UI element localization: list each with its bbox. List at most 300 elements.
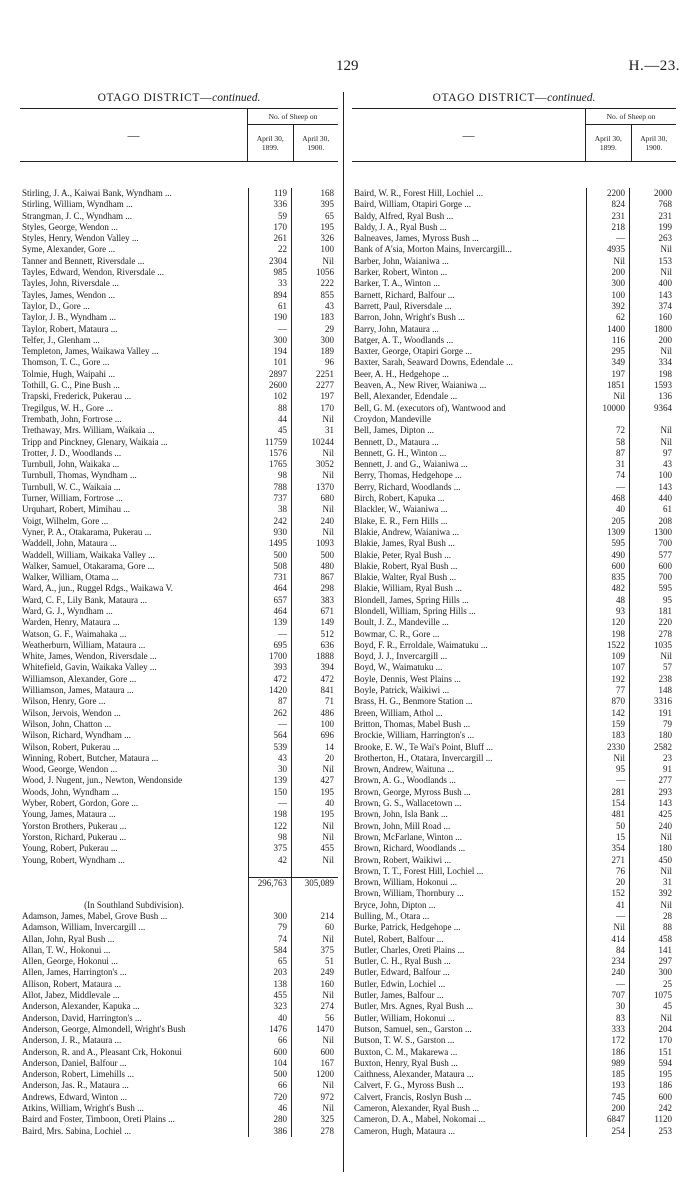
sheep-1899: 375 [248, 843, 292, 854]
owner-name: Buxton, Henry, Ryal Bush ... [354, 1057, 458, 1068]
sheep-1899: — [586, 911, 630, 922]
sheep-1899: 138 [248, 979, 292, 990]
sheep-1900: 383 [320, 594, 334, 605]
owner-name: Brown, A. G., Woodlands ... [354, 775, 456, 786]
sheep-1899: 84 [586, 945, 630, 956]
sheep-1900: 600 [320, 1046, 334, 1057]
sheep-1900 [292, 888, 338, 899]
sheep-1899: 720 [248, 1092, 292, 1103]
sheep-1900: 334 [658, 357, 672, 368]
sheep-1900: Nil [322, 764, 334, 775]
sheep-1899: 2200 [586, 188, 630, 199]
sheep-1899: 192 [586, 674, 630, 685]
owner-name: Birch, Robert, Kapuka ... [354, 493, 445, 504]
sheep-1900: 1075 [654, 990, 672, 1001]
sheep-1900: 143 [658, 481, 672, 492]
owner-name: Butler, William, Hokonui ... [354, 1012, 455, 1023]
sheep-1899: 584 [248, 945, 292, 956]
owner-name: Williamson, Alexander, Gore ... [22, 673, 137, 684]
owner-name: Whitefield, Gavin, Waikaka Valley ... [22, 662, 157, 673]
sheep-1900: 180 [658, 730, 672, 741]
right-table-header [352, 108, 676, 162]
table-row [352, 877, 676, 888]
owner-name: Caithness, Alexander, Mataura ... [354, 1069, 474, 1080]
sheep-1899: 104 [248, 1058, 292, 1069]
sheep-1900: 278 [658, 628, 672, 639]
sheep-1899: 101 [248, 357, 292, 368]
sheep-1900: 10244 [311, 436, 334, 447]
owner-name: Bryce, John, Dipton ... [354, 899, 436, 910]
table-row [20, 527, 338, 538]
owner-name: Blakie, Andrew, Waianiwa ... [354, 526, 459, 537]
sheep-1899: 11759 [248, 437, 292, 448]
sheep-1900: 195 [320, 809, 334, 820]
table-row [352, 1058, 676, 1069]
sheep-1899: 300 [248, 911, 292, 922]
sheep-1900: 51 [325, 956, 334, 967]
sheep-1900: Nil [660, 831, 672, 842]
owner-name: Tolmie, Hugh, Waipahi ... [22, 368, 115, 379]
sheep-1899: Nil [586, 256, 630, 267]
sheep-1899: 93 [586, 606, 630, 617]
owner-name: Yorston Brothers, Pukerau ... [22, 820, 127, 831]
sheep-1899: 300 [586, 278, 630, 289]
table-row [20, 425, 338, 436]
document-reference: H.—23. [628, 58, 680, 74]
table-row [352, 1047, 676, 1058]
sheep-1900: 198 [658, 368, 672, 379]
sheep-1900: 9364 [654, 402, 672, 413]
table-row [352, 855, 676, 866]
sheep-1900: 148 [658, 685, 672, 696]
sheep-1900: 143 [658, 289, 672, 300]
sheep-1900: 2000 [654, 188, 672, 198]
table-row [352, 821, 676, 832]
owner-name: Boyle, Patrick, Waikiwi ... [354, 685, 450, 696]
sheep-1900: Nil [322, 990, 334, 1001]
sheep-1899: 1309 [586, 527, 630, 538]
right-header-1900: April 30, 1900. [640, 134, 668, 152]
owner-name: Wood, J. Nugent, jun., Newton, Wendonside [22, 775, 183, 786]
sheep-1900: Nil [660, 425, 672, 436]
table-row [352, 425, 676, 436]
sheep-1899: 76 [586, 866, 630, 877]
sheep-1899: 88 [248, 403, 292, 414]
table-row [352, 832, 676, 843]
right-table-body [352, 188, 676, 1137]
sheep-1900: 263 [658, 233, 672, 244]
sheep-1899: 280 [248, 1114, 292, 1125]
sheep-1900: 180 [658, 843, 672, 854]
sheep-1899: 695 [248, 640, 292, 651]
left-table-body [20, 188, 338, 1137]
owner-name: Barker, Robert, Winton ... [354, 267, 448, 278]
sheep-1899: 392 [586, 301, 630, 312]
sheep-1900: 253 [658, 1125, 672, 1136]
table-row [352, 256, 676, 267]
sheep-1899: — [586, 233, 630, 244]
owner-name: Anderson, Robert, Limehills ... [22, 1069, 134, 1080]
sheep-1900: 855 [320, 289, 334, 300]
sheep-1900: 297 [658, 956, 672, 967]
owner-name: Blakie, Peter, Ryal Bush ... [354, 549, 452, 560]
table-row [352, 188, 676, 199]
sheep-1899: 281 [586, 787, 630, 798]
sheep-1900: 20 [325, 752, 334, 763]
sheep-1900: 2251 [316, 368, 334, 379]
sheep-1899: 74 [586, 470, 630, 481]
sheep-1900: 181 [658, 605, 672, 616]
sheep-1900: 214 [320, 911, 334, 921]
sheep-1900: 450 [658, 854, 672, 865]
owner-name: Yorston, Richard, Pukerau ... [22, 831, 127, 842]
sheep-1899: 242 [248, 516, 292, 527]
sheep-1900: 455 [320, 843, 334, 854]
owner-name: Brown, T. T., Forest Hill, Lochiel ... [354, 865, 484, 876]
sheep-1900: 204 [658, 1023, 672, 1034]
sheep-1899: 193 [586, 1080, 630, 1091]
sheep-1899: — [248, 719, 292, 730]
sheep-1900: 700 [658, 538, 672, 549]
sheep-1899: 102 [248, 391, 292, 402]
sheep-1900 [292, 866, 338, 877]
owner-name: Thomson, T. C., Gore ... [22, 357, 110, 368]
owner-name: Walker, William, Otama ... [22, 572, 119, 583]
sheep-1899: 72 [586, 425, 630, 436]
owner-name: Waddell, John, Mataura ... [22, 538, 117, 549]
sheep-1900: 274 [320, 1001, 334, 1012]
owner-name: Butson, Samuel, sen., Garston ... [354, 1023, 472, 1034]
owner-name: Bell, Alexander, Edendale ... [354, 391, 458, 402]
sheep-1899: 731 [248, 572, 292, 583]
sheep-1900: 3316 [654, 696, 672, 707]
table-row [20, 888, 338, 899]
sheep-1899: 2304 [248, 256, 292, 267]
owner-name: Butson, T. W. S., Garston ... [354, 1035, 455, 1046]
sheep-1899: 22 [248, 244, 292, 255]
owner-name: Blakie, James, Ryal Bush ... [354, 538, 455, 549]
sheep-1899: 170 [248, 222, 292, 233]
sheep-1899: 200 [586, 267, 630, 278]
sheep-1900: 293 [658, 786, 672, 797]
sheep-1899: 139 [248, 775, 292, 786]
owner-name: Brown, Andrew, Waituna ... [354, 764, 455, 775]
sheep-1899: 107 [586, 662, 630, 673]
table-row [352, 956, 676, 967]
sheep-1899: 989 [586, 1058, 630, 1069]
sheep-1899: 1700 [248, 651, 292, 662]
owner-name: Bell, G. M. (executors of), Wantwood and [354, 402, 506, 413]
sheep-1899: 500 [248, 550, 292, 561]
total-row [20, 877, 338, 888]
table-row [20, 945, 338, 956]
table-row [352, 651, 676, 662]
sheep-1899: 707 [586, 990, 630, 1001]
table-row [20, 538, 338, 549]
owner-name: Taylor, D., Gore ... [22, 300, 90, 311]
sheep-1899: 657 [248, 595, 292, 606]
table-row [352, 1092, 676, 1103]
owner-name: Adamson, James, Mabel, Grove Bush ... [22, 911, 168, 921]
table-row [20, 550, 338, 561]
table-row [352, 1126, 676, 1137]
table-row [352, 809, 676, 820]
sheep-1900: 577 [658, 549, 672, 560]
owner-name: Buxton, C. M., Makarewa ... [354, 1046, 458, 1057]
sheep-1899: 508 [248, 561, 292, 572]
sheep-1900: 197 [320, 391, 334, 402]
table-row [352, 414, 676, 425]
sheep-1900: 374 [658, 300, 672, 311]
table-row [20, 199, 338, 210]
sheep-1900: 1300 [654, 526, 672, 537]
owner-name: Allen, George, Hokonui ... [22, 956, 118, 967]
owner-name: Baird and Foster, Timboon, Oreti Plains ... [22, 1114, 175, 1125]
sheep-1900: 100 [320, 244, 334, 255]
owner-name: Blakie, Walter, Ryal Bush ... [354, 572, 457, 583]
sheep-1900: 65 [325, 210, 334, 221]
table-row [352, 244, 676, 255]
sheep-1899: 98 [248, 470, 292, 481]
owner-name: Boult, J. Z., Mandeville ... [354, 617, 449, 628]
owner-name: Bowmar, C. R., Gore ... [354, 628, 440, 639]
sheep-1900: 594 [658, 1057, 672, 1068]
table-row [352, 742, 676, 753]
table-row [20, 798, 338, 809]
sheep-1900: Nil [660, 1012, 672, 1023]
table-row [352, 1114, 676, 1125]
owner-name: Brown, John, Isla Bank ... [354, 809, 448, 820]
sheep-1900: 278 [320, 1125, 334, 1136]
sheep-1900: 480 [320, 560, 334, 571]
page-number: 129 [336, 58, 359, 74]
table-row [352, 753, 676, 764]
owner-name: Trethaway, Mrs. William, Waikaia ... [22, 425, 155, 436]
owner-name: Turnbull, Thomas, Wyndham ... [22, 470, 137, 481]
left-column [20, 92, 338, 1137]
sheep-1899: 386 [248, 1126, 292, 1137]
sheep-1900 [630, 414, 676, 425]
owner-name: Boyd, W., Waimatuku ... [354, 662, 443, 673]
sheep-1900: 43 [663, 459, 672, 470]
sheep-1900: 1200 [316, 1069, 334, 1080]
table-row [20, 911, 338, 922]
right-header-group: No. of Sheep on [586, 109, 676, 125]
sheep-1900: 168 [320, 188, 334, 198]
sheep-1899: 74 [248, 934, 292, 945]
owner-name: Brooke, E. W., Te Wai's Point, Bluff ... [354, 741, 494, 752]
sheep-1899: 20 [586, 877, 630, 888]
owner-name: Wilson, Richard, Wyndham ... [22, 730, 131, 741]
sheep-1900: 95 [663, 594, 672, 605]
table-row [352, 437, 676, 448]
sheep-1900: Nil [322, 413, 334, 424]
table-row [352, 504, 676, 515]
owner-name: Brockie, William, Harrington's ... [354, 730, 475, 741]
owner-name: Batger, A. T., Woodlands ... [354, 334, 454, 345]
table-row [20, 301, 338, 312]
table-row [20, 696, 338, 707]
owner-name: Breen, William, Athol ... [354, 707, 443, 718]
sheep-1899: 119 [248, 188, 292, 199]
sheep-1900: 600 [658, 560, 672, 571]
sheep-1899: 48 [586, 595, 630, 606]
owner-name: Winning, Robert, Butcher, Mataura ... [22, 752, 159, 763]
table-row [20, 708, 338, 719]
owner-name: Wilson, Jervois, Wendon ... [22, 707, 121, 718]
left-title-italic: continued. [212, 92, 261, 104]
owner-name: Britton, Thomas, Mabel Bush ... [354, 718, 471, 729]
sheep-1900: 395 [320, 199, 334, 210]
sheep-1899: 1851 [586, 380, 630, 391]
owner-name: Anderson, Daniel, Balfour ... [22, 1057, 127, 1068]
left-table-header [20, 108, 338, 162]
sheep-1900 [292, 900, 338, 911]
sheep-1900: 400 [658, 278, 672, 289]
owner-name: Blake, E. R., Fern Hills ... [354, 515, 448, 526]
sheep-1899: 349 [586, 357, 630, 368]
sheep-1899: 50 [586, 821, 630, 832]
sheep-1899: 870 [586, 696, 630, 707]
left-header-1900: April 30, 1900. [302, 134, 330, 152]
owner-name: (In Southland Subdivision). [84, 899, 184, 910]
table-row [20, 188, 338, 199]
table-row [352, 1103, 676, 1114]
sheep-1900: Nil [322, 447, 334, 458]
sheep-1900: Nil [660, 267, 672, 278]
sheep-1899: 38 [248, 504, 292, 515]
sheep-1900: 2277 [316, 380, 334, 391]
sheep-1899: 4935 [586, 244, 630, 255]
sheep-1899: 737 [248, 493, 292, 504]
table-row [20, 572, 338, 583]
sheep-1900: Nil [660, 651, 672, 662]
owner-name: Syme, Alexander, Gore ... [22, 244, 116, 255]
sheep-1900: 671 [320, 605, 334, 616]
owner-name: Baird, W. R., Forest Hill, Lochiel ... [354, 188, 483, 198]
table-row [20, 369, 338, 380]
table-row [20, 1047, 338, 1058]
sheep-1899: 745 [586, 1092, 630, 1103]
sheep-1899: 234 [586, 956, 630, 967]
sheep-1900: 500 [320, 549, 334, 560]
sheep-1899: 393 [248, 662, 292, 673]
table-row [352, 629, 676, 640]
sheep-1899: 154 [586, 798, 630, 809]
table-row [20, 719, 338, 730]
sheep-1900: 208 [658, 515, 672, 526]
sheep-1899: 1495 [248, 538, 292, 549]
sheep-1899: 45 [248, 425, 292, 436]
sheep-1900: Nil [660, 244, 672, 255]
owner-name: Brown, Richard, Woodlands ... [354, 843, 466, 854]
sheep-1900: Nil [322, 255, 334, 266]
table-row [352, 403, 676, 414]
sheep-1900: 71 [325, 696, 334, 707]
table-row [20, 324, 338, 335]
sheep-1900: 238 [658, 673, 672, 684]
table-row [20, 583, 338, 594]
table-row [20, 640, 338, 651]
sheep-1899: 194 [248, 346, 292, 357]
table-row [20, 595, 338, 606]
owner-name: Wilson, Henry, Gore ... [22, 696, 106, 707]
owner-name: Templeton, James, Waikawa Valley ... [22, 346, 159, 357]
sheep-1900: 595 [658, 583, 672, 594]
owner-name: Calvert, Francis, Roslyn Bush ... [354, 1091, 472, 1102]
owner-name: Balneaves, James, Myross Bush ... [354, 233, 479, 244]
table-row [20, 1103, 338, 1114]
owner-name: Wyber, Robert, Gordon, Gore ... [22, 798, 139, 809]
sheep-1900: 60 [325, 922, 334, 933]
table-row [20, 753, 338, 764]
sheep-1899: 600 [248, 1047, 292, 1058]
sheep-1899: 46 [248, 1103, 292, 1114]
sheep-1899: 40 [248, 1013, 292, 1024]
table-row [352, 267, 676, 278]
sheep-1899: 59 [248, 211, 292, 222]
sheep-1899: 354 [586, 843, 630, 854]
table-row [352, 482, 676, 493]
sheep-1899 [586, 414, 630, 425]
owner-name: Cameron, D. A., Mabel, Nokomai ... [354, 1114, 486, 1125]
sheep-1900: 28 [663, 911, 672, 921]
owner-name: White, James, Wendon, Riversdale ... [22, 651, 157, 662]
sheep-1899: 930 [248, 527, 292, 538]
sheep-1900: Nil [322, 854, 334, 865]
owner-name: Tregilgus, W. H., Gore ... [22, 402, 113, 413]
table-row [20, 606, 338, 617]
table-row [20, 380, 338, 391]
sheep-1900: 1800 [654, 323, 672, 334]
owner-name: Weatherburn, William, Mataura ... [22, 639, 146, 650]
sheep-1899: 31 [586, 459, 630, 470]
right-column-title [352, 92, 676, 108]
sheep-1899: Nil [586, 391, 630, 402]
sheep-1900: 45 [663, 1001, 672, 1012]
sheep-1899: 62 [586, 312, 630, 323]
table-row [20, 335, 338, 346]
table-row [352, 979, 676, 990]
sheep-1900: 23 [663, 752, 672, 763]
table-row [20, 979, 338, 990]
owner-name: Blakie, William, Ryal Bush ... [354, 583, 462, 594]
table-row [352, 583, 676, 594]
sheep-1899: 472 [248, 674, 292, 685]
sheep-1900: 56 [325, 1012, 334, 1023]
sheep-1900: 170 [320, 402, 334, 413]
sheep-1900: 1093 [316, 538, 334, 549]
sheep-1900: 512 [320, 628, 334, 639]
table-row [352, 990, 676, 1001]
sheep-1899: 468 [586, 493, 630, 504]
sheep-1899: 1576 [248, 448, 292, 459]
sheep-1899: 65 [248, 956, 292, 967]
table-row [352, 290, 676, 301]
sheep-1900: 31 [663, 877, 672, 888]
sheep-1900: 143 [658, 798, 672, 809]
sheep-1899: 83 [586, 1013, 630, 1024]
owner-name: Brown, John, Mill Road ... [354, 820, 451, 831]
sheep-1899: 262 [248, 708, 292, 719]
sheep-1899: 231 [586, 211, 630, 222]
sheep-1900: 427 [320, 775, 334, 786]
owner-name: Bank of A'sia, Morton Mains, Invercargill... [354, 244, 512, 255]
owner-name: Blakie, Robert, Ryal Bush ... [354, 560, 458, 571]
sheep-1899: 600 [586, 561, 630, 572]
table-row [20, 1001, 338, 1012]
sheep-1899: 824 [586, 199, 630, 210]
